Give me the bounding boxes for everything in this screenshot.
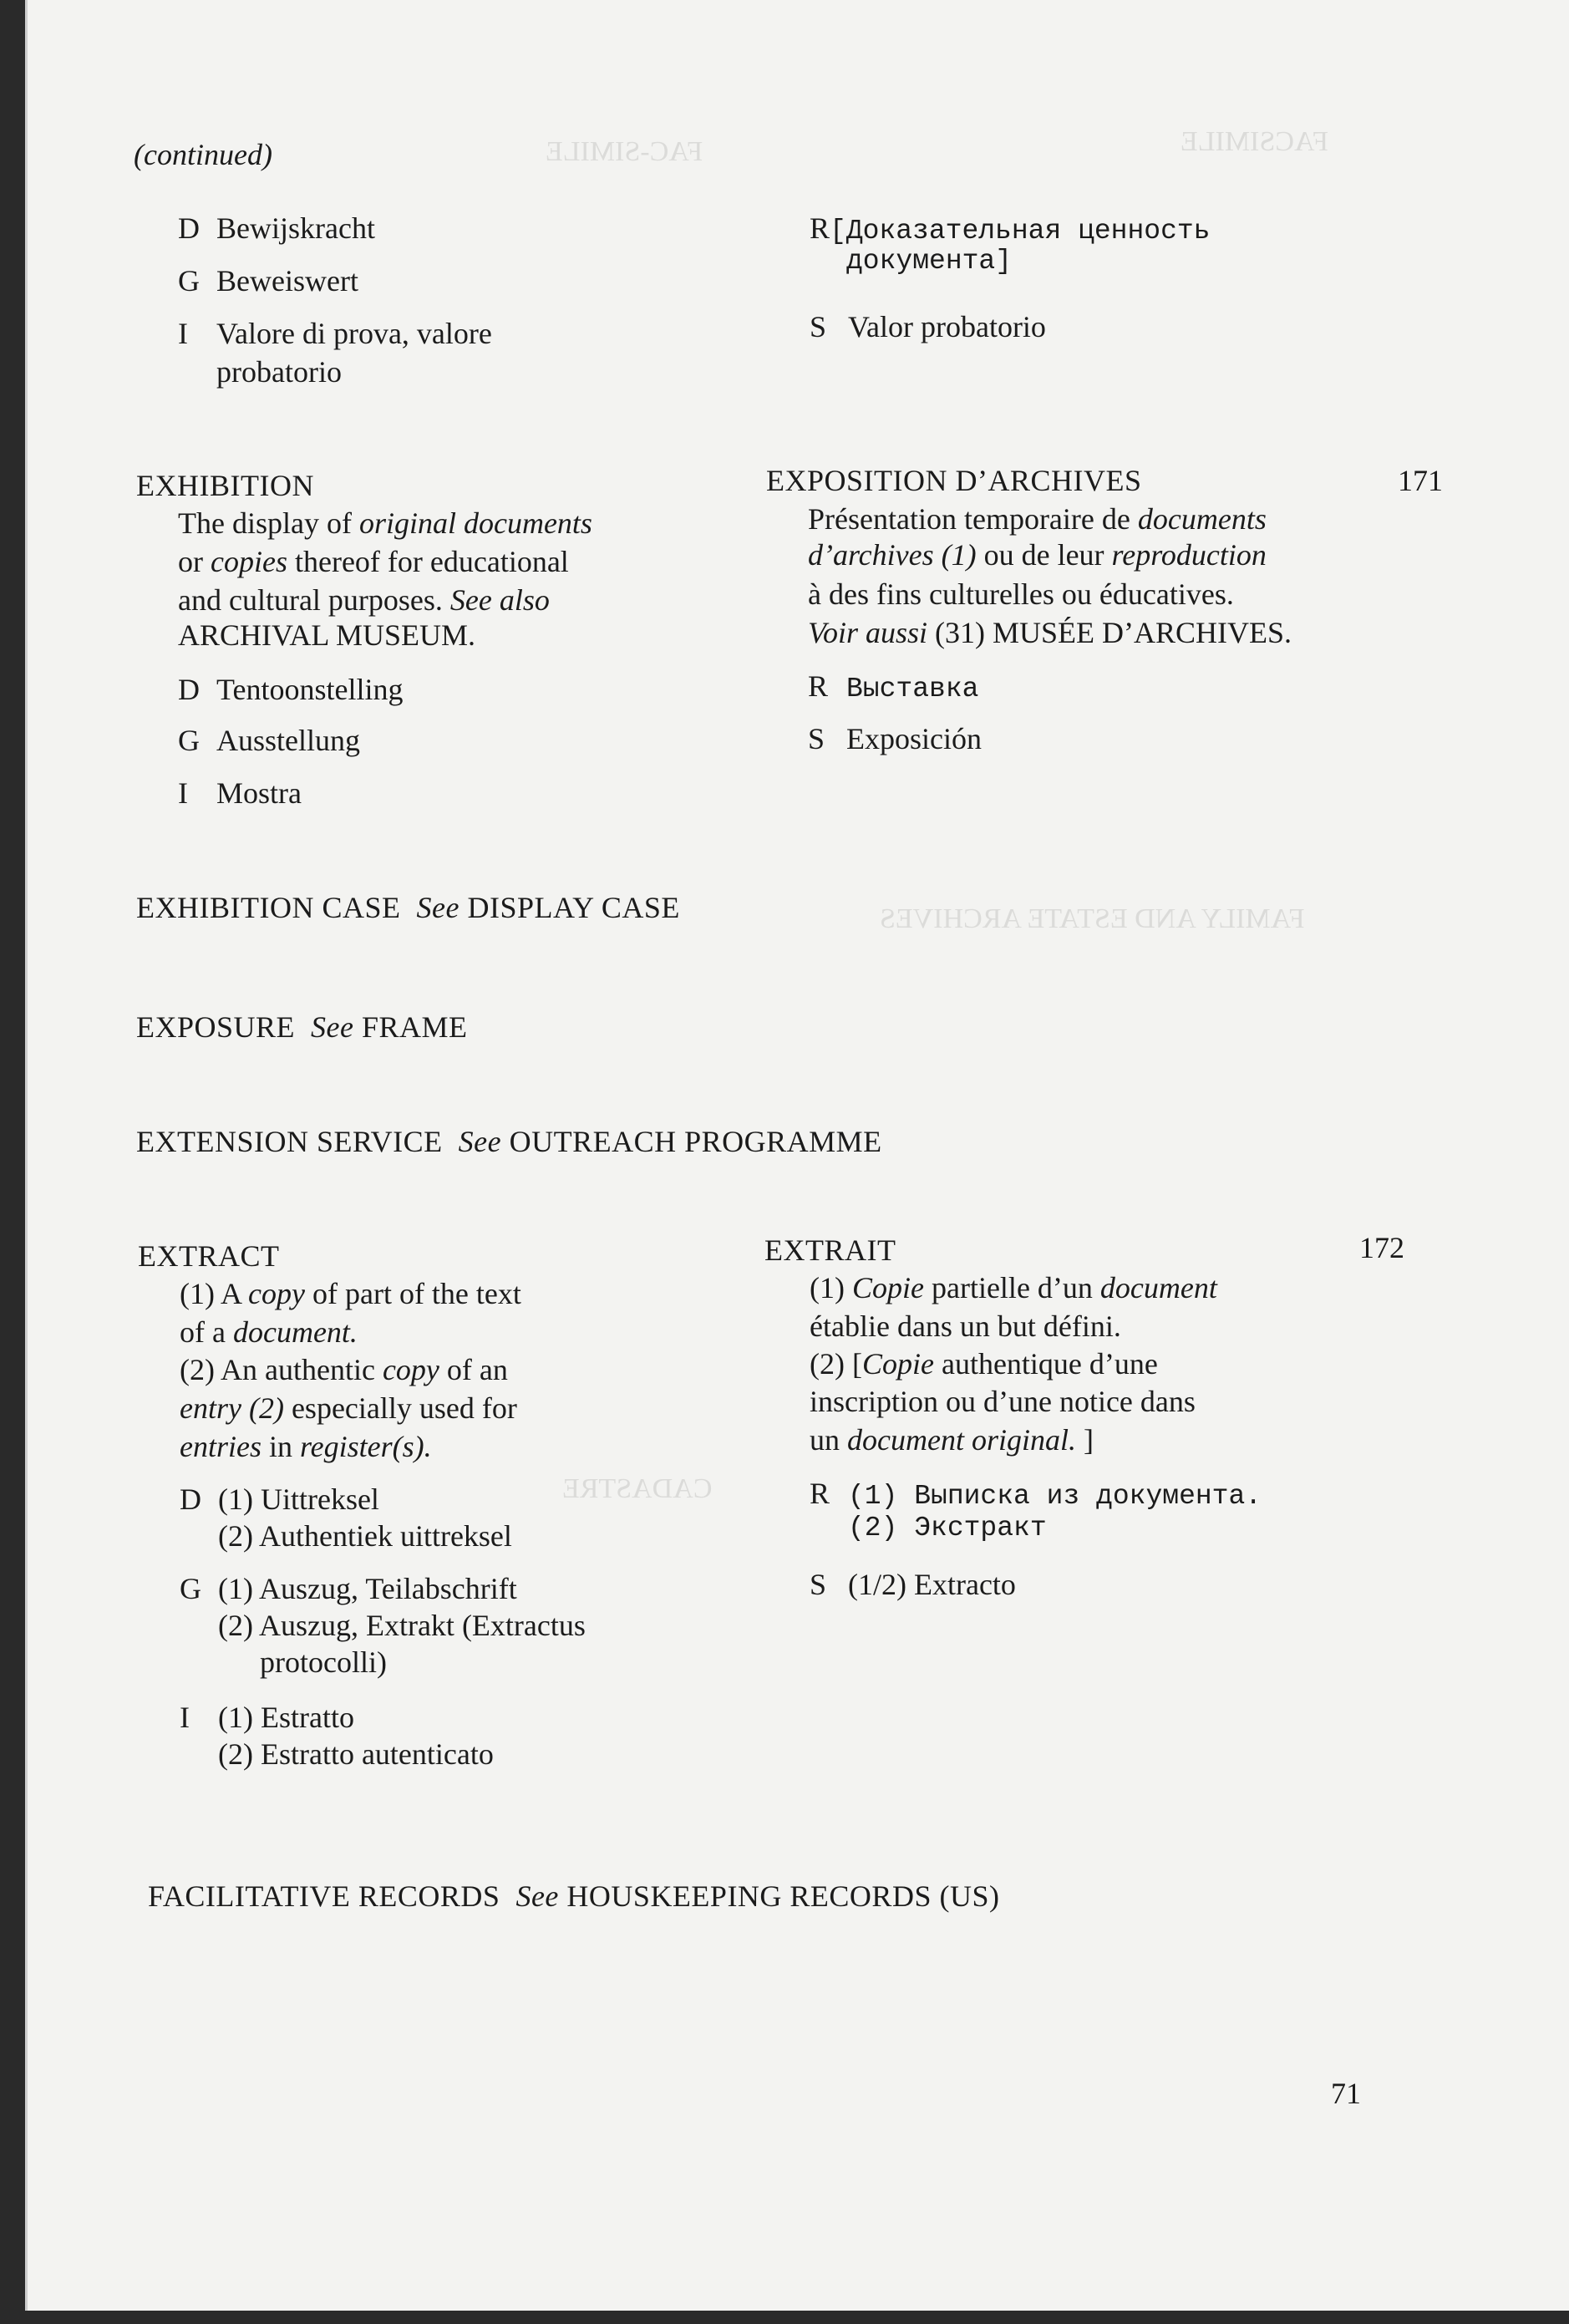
cross-ref-extension-service: EXTENSION SERVICE See OUTREACH PROGRAMME [136, 1125, 882, 1158]
lang-line-s: S Valor probatorio [810, 310, 1046, 343]
lang-line-d: D Bewijskracht [178, 211, 375, 245]
definition-line-fr: Présentation temporaire de documents [808, 502, 1267, 536]
document-page [25, 0, 1569, 2311]
continued-label: (continued) [134, 138, 272, 171]
lang-line-i-cont: probatorio [216, 355, 342, 389]
definition-line: ARCHIVAL MUSEUM. [178, 618, 476, 652]
lang-line-d-cont: (2) Authentiek uittreksel [218, 1519, 512, 1553]
definition-line: and cultural purposes. See also [178, 583, 550, 617]
entry-number: 172 [1359, 1231, 1404, 1264]
definition-line: of a document. [180, 1315, 358, 1349]
lang-line-r: R (1) Выписка из документа. [810, 1477, 1262, 1512]
lang-line-i: I (1) Estratto [180, 1701, 354, 1734]
definition-line: or copies thereof for educational [178, 545, 569, 578]
entry-number: 171 [1398, 464, 1443, 497]
term-extrait: EXTRAIT [764, 1233, 896, 1267]
lang-line-g: G Beweiswert [178, 264, 358, 297]
definition-line-fr: établie dans un but défini. [810, 1309, 1121, 1343]
bleed-through-text: FAMILY AND ESTATE ARCHIVES [880, 903, 1305, 934]
definition-line: The display of original documents [178, 506, 592, 540]
lang-line-s: S Exposición [808, 722, 982, 755]
lang-line-g: G Ausstellung [178, 724, 361, 757]
lang-line-s: S (1/2) Extracto [810, 1568, 1016, 1601]
definition-line-fr: d’archives (1) ou de leur reproduction [808, 538, 1267, 572]
lang-line-g-cont: protocolli) [260, 1645, 387, 1679]
definition-line-fr: un document original. ] [810, 1423, 1094, 1457]
lang-line-g-cont: (2) Auszug, Extrakt (Extractus [218, 1609, 586, 1642]
page-number: 71 [1331, 2077, 1361, 2110]
bleed-through-text: FACSIMILE [1181, 126, 1328, 157]
definition-line-fr: (1) Copie partielle d’un document [810, 1271, 1217, 1304]
definition-line: entry (2) especially used for [180, 1391, 517, 1425]
definition-line: (2) An authentic copy of an [180, 1353, 508, 1386]
lang-line-i-cont: (2) Estratto autenticato [218, 1737, 494, 1771]
lang-line-r-cont: документа] [846, 246, 1013, 277]
lang-line-r: R[Доказательная ценность [810, 211, 1211, 247]
cross-ref-exhibition-case: EXHIBITION CASE See DISPLAY CASE [136, 891, 680, 924]
lang-line-r-cont: (2) Экстракт [848, 1513, 1047, 1543]
definition-line-fr: Voir aussi (31) MUSÉE D’ARCHIVES. [808, 616, 1292, 649]
definition-line-fr: (2) [Copie authentique d’une [810, 1347, 1158, 1381]
definition-line-fr: à des fins culturelles ou éducatives. [808, 577, 1234, 611]
term-exhibition: EXHIBITION [136, 469, 314, 502]
lang-line-r: R Выставка [808, 669, 979, 704]
bleed-through-text: FAC-SIMILE [546, 136, 703, 167]
term-extract: EXTRACT [138, 1239, 280, 1273]
lang-line-g: G (1) Auszug, Teilabschrift [180, 1572, 517, 1605]
lang-line-i: I Mostra [178, 776, 302, 810]
definition-line: (1) A copy of part of the text [180, 1277, 521, 1310]
definition-line: entries in register(s). [180, 1430, 432, 1463]
cross-ref-facilitative-records: FACILITATIVE RECORDS See HOUSKEEPING RECORDS (US) [148, 1879, 1000, 1913]
lang-line-i: I Valore di prova, valore [178, 317, 492, 350]
lang-line-d: D (1) Uittreksel [180, 1482, 379, 1516]
term-exposition-darchives: EXPOSITION D’ARCHIVES [766, 464, 1142, 497]
lang-line-d: D Tentoonstelling [178, 673, 404, 706]
definition-line-fr: inscription ou d’une notice dans [810, 1385, 1196, 1418]
bleed-through-text: CADASTRE [562, 1473, 713, 1504]
cross-ref-exposure: EXPOSURE See FRAME [136, 1010, 468, 1044]
